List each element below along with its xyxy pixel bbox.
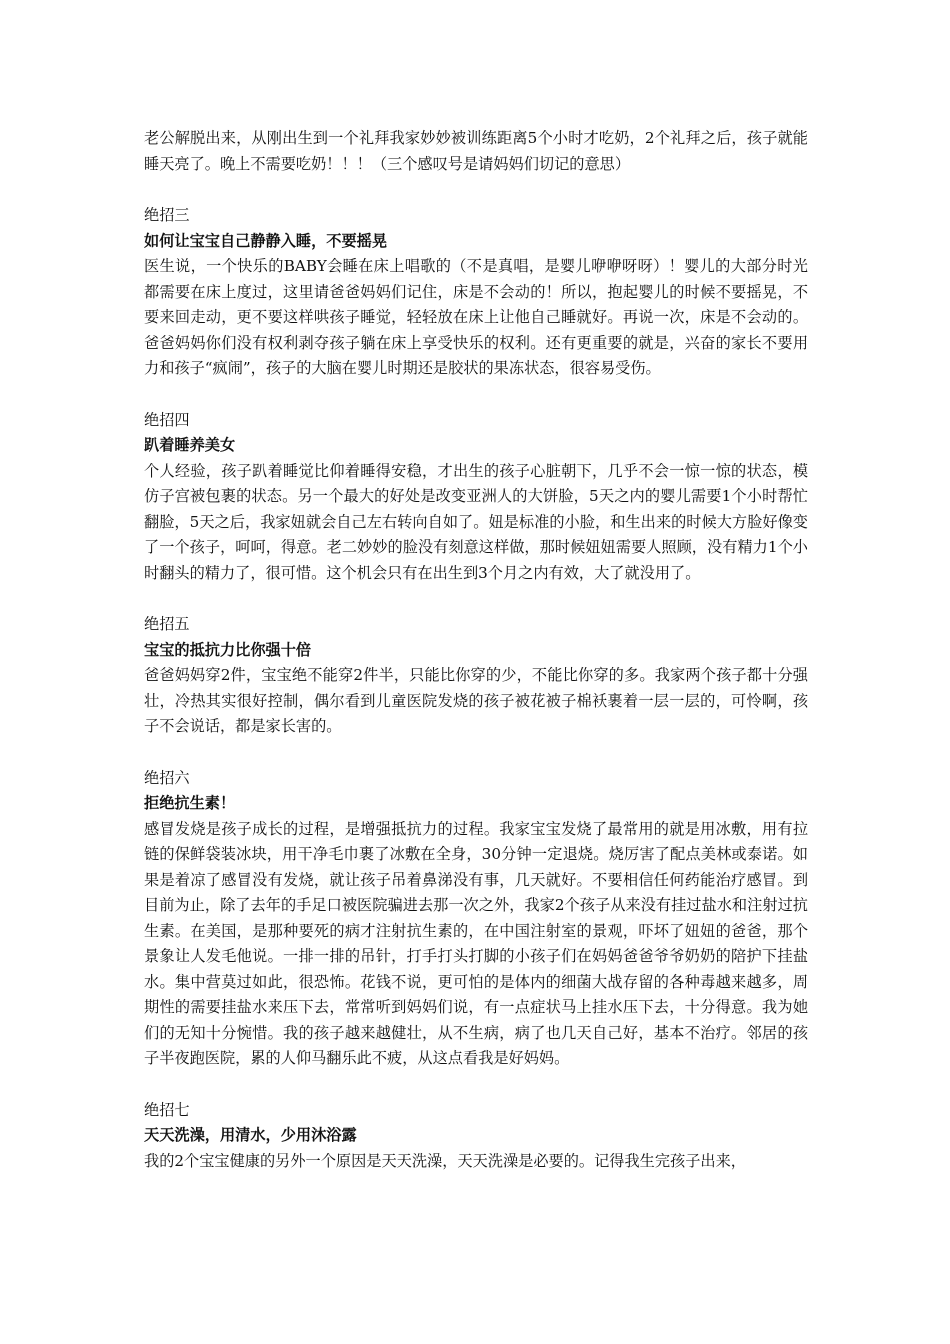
section-label: 绝招六 xyxy=(144,768,190,787)
section-5 xyxy=(144,612,808,740)
document-page xyxy=(144,126,808,1174)
section-title: 拒绝抗生素！ xyxy=(144,794,236,812)
section-title: 趴着睡养美女 xyxy=(144,436,236,454)
intro-paragraph: 老公解脱出来，从刚出生到一个礼拜我家妙妙被训练距离5个小时才吃奶，2个礼拜之后，孩子就能睡天亮了。晚上不需要吃奶！！！（三个感叹号是请妈妈们切记的意思） xyxy=(144,129,808,173)
section-title: 天天洗澡，用清水，少用沐浴露 xyxy=(144,1126,357,1144)
section-3 xyxy=(144,203,808,382)
section-4 xyxy=(144,408,808,587)
section-title: 宝宝的抵抗力比你强十倍 xyxy=(144,640,312,659)
section-label: 绝招七 xyxy=(144,1100,190,1119)
section-label: 绝招四 xyxy=(144,410,190,429)
section-7 xyxy=(144,1098,808,1175)
section-body: 我的2个宝宝健康的另外一个原因是天天洗澡，天天洗澡是必要的。记得我生完孩子出来， xyxy=(144,1151,746,1170)
section-body: 爸爸妈妈穿2件，宝宝绝不能穿2件半，只能比你穿的少，不能比你穿的多。我家两个孩子都十分强壮，冷热其实很好控制，偶尔看到儿童医院发烧的孩子被花被子棉袄裹着一层一层的，可怜啊，孩子不会说话，都是家长害的。 xyxy=(144,666,808,735)
section-body: 医生说，一个快乐的BABY会睡在床上唱歌的（不是真唱，是婴儿咿咿呀呀）！婴儿的大部分时光都需要在床上度过，这里请爸爸妈妈们记住，床是不会动的！所以，抱起婴儿的时候不要摇晃，不要来回走动，更不要这样哄孩子睡觉，轻轻放在床上让他自己睡就好。再说一次，床是不会动的。爸爸妈妈你们没有权利剥夺孩子躺在床上享受快乐的权利。还有更重要的就是，兴奋的家长不要用力和孩子“疯闹”，孩子的大脑在婴儿时期还是胶状的果冻状态，很容易受伤。 xyxy=(144,257,808,377)
section-title: 如何让宝宝自己静静入睡，不要摇晃 xyxy=(144,231,387,250)
section-label: 绝招五 xyxy=(144,615,190,633)
section-6 xyxy=(144,766,808,1072)
section-label: 绝招三 xyxy=(144,206,190,224)
section-body: 个人经验，孩子趴着睡觉比仰着睡得安稳，才出生的孩子心脏朝下，几乎不会一惊一惊的状态，模仿子宫被包裹的状态。另一个最大的好处是改变亚洲人的大饼脸，5天之内的婴儿需要1个小时帮忙翻脸，5天之后，我家妞就会自己左右转向自如了。妞是标准的小脸，和生出来的时候大方脸好像变了一个孩子，呵呵，得意。老二妙妙的脸没有刻意这样做，那时候妞妞需要人照顾，没有精力1个小时翻头的精力了，很可惜。这个机会只有在出生到3个月之内有效，大了就没用了。 xyxy=(144,461,808,582)
section-body: 感冒发烧是孩子成长的过程，是增强抵抗力的过程。我家宝宝发烧了最常用的就是用冰敷，用有拉链的保鲜袋装冰块，用干净毛巾裹了冰敷在全身，30分钟一定退烧。烧厉害了配点美林或泰诺。如果是着凉了感冒没有发烧，就让孩子吊着鼻涕没有事，几天就好。不要相信任何药能治疗感冒。到目前为止，除了去年的手足口被医院骗进去那一次之外，我家2个孩子从来没有挂过盐水和注射过抗生素。在美国，是那种要死的病才注射抗生素的，在中国注射室的景观，吓坏了妞妞的爸爸，那个景象让人发毛他说。一排一排的吊针，打手打头打脚的小孩子们在妈妈爸爸爷爷奶奶的陪护下挂盐水。集中营莫过如此，很恐怖。花钱不说，更可怕的是体内的细菌大战存留的各种毒越来越多，周期性的需要挂盐水来压下去，常常听到妈妈们说，有一点症状马上挂水压下去，十分得意。我为她们的无知十分惋惜。我的孩子越来越健壮，从不生病，病了也几天自己好，基本不治疗。邻居的孩子半夜跑医院，累的人仰马翻乐此不疲，从这点看我是好妈妈。 xyxy=(144,819,808,1067)
